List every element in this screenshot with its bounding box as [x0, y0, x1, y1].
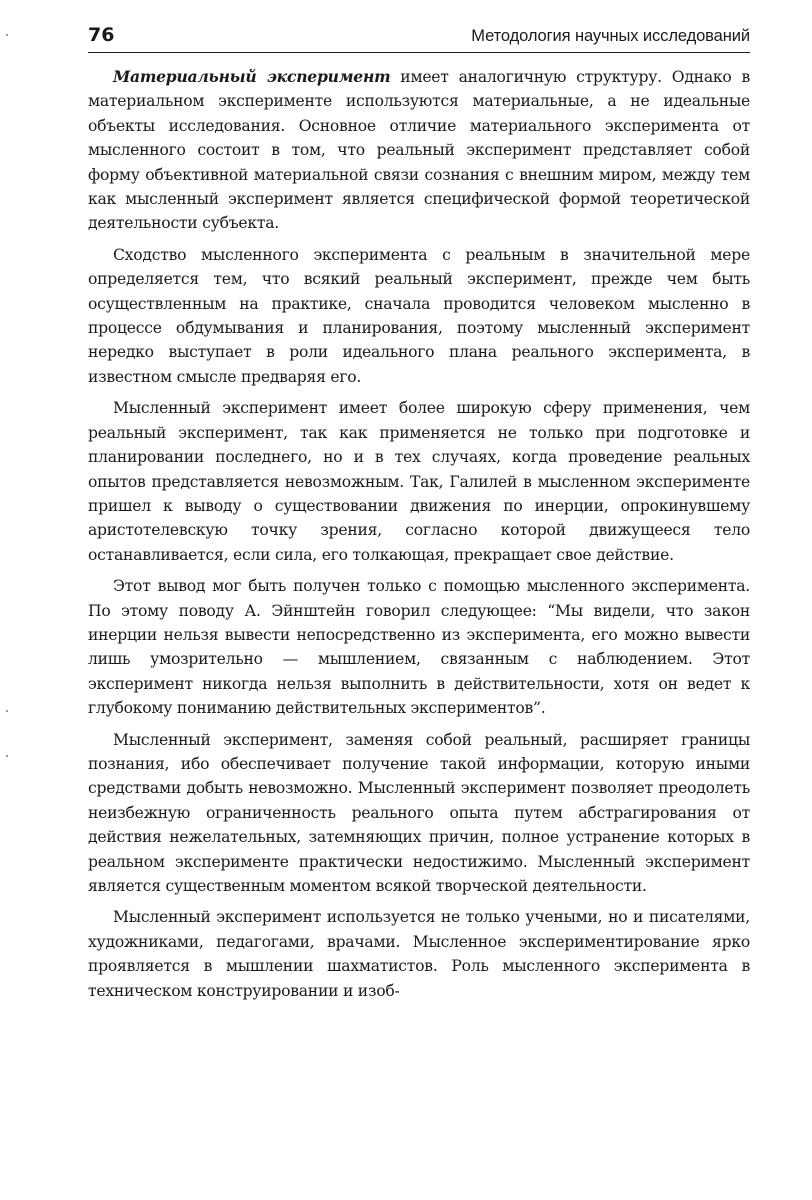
- scan-dust-mark: [6, 34, 8, 36]
- page-header: [88, 22, 750, 53]
- book-page: [88, 22, 750, 1010]
- page-number: 76: [88, 24, 115, 46]
- paragraph-5: Мысленный эксперимент, заменяя собой реальный, расширяет границы познания, ибо обеспечивает получение такой информации, которую иными средствами добыть невозможно. Мысленный эксперимент позволяет преодолеть неизбежную ограниченность реального опыта путем абстрагирования от действия нежелательных, затемняющих причин, полное устранение которых в реальном эксперименте практически недостижимо. Мысленный эксперимент является существенным моментом всякой творческой деятельности.: [88, 730, 750, 895]
- scan-dust-mark: [6, 710, 8, 712]
- running-title: Методология научных исследований: [471, 27, 750, 45]
- emphasized-term: Материальный эксперимент: [113, 67, 391, 86]
- paragraph-1: [88, 65, 750, 236]
- paragraph-3: Мысленный эксперимент имеет более широкую сферу применения, чем реальный эксперимент, так как применяется не только при подготовке и планировании последнего, но и в тех случаях, когда проведение реальных опытов представляется невозможным. Так, Галилей в мысленном эксперименте пришел к выводу о существовании движения по инерции, опрокинувшему аристотелевскую точку зрения, согласно которой движущееся тело останавливается, если сила, его толкающая, прекращает свое действие.: [88, 399, 750, 564]
- paragraph-1-text: имеет аналогичную структуру. Однако в материальном эксперименте используются материальные, а не идеальные объекты исследования. Основное отличие материального эксперимента от мысленного состоит в том, что реальный эксперимент представляет собой форму объективной материальной связи сознания с внешним миром, между тем как мысленный эксперимент является специфической формой теоретической деятельности субъекта.: [88, 68, 751, 233]
- scan-dust-mark: [6, 755, 8, 757]
- paragraph-2: Сходство мысленного эксперимента с реальным в значительной мере определяется тем, что всякий реальный эксперимент, прежде чем быть осуществленным на практике, сначала проводится человеком мысленно в процессе обдумывания и планирования, поэтому мысленный эксперимент нередко выступает в роли идеального плана реального эксперимента, в известном смысле предваряя его.: [88, 245, 750, 386]
- paragraph-6: Мысленный эксперимент используется не только учеными, но и писателями, художниками, педагогами, врачами. Мысленное экспериментирование ярко проявляется в мышлении шахматистов. Роль мысленного эксперимента в техническом конструировании и изоб-: [88, 908, 750, 1000]
- paragraph-4: Этот вывод мог быть получен только с помощью мысленного эксперимента. По этому поводу А. Эйнштейн говорил следующее: “Мы видели, что закон инерции нельзя вывести непосредственно из эксперимента, его можно вывести лишь умозрительно — мышлением, связанным с наблюдением. Этот эксперимент никогда нельзя выполнить в действительности, хотя он ведет к глубокому пониманию действительных экспериментов”.: [88, 577, 750, 718]
- body-text: [88, 65, 750, 1003]
